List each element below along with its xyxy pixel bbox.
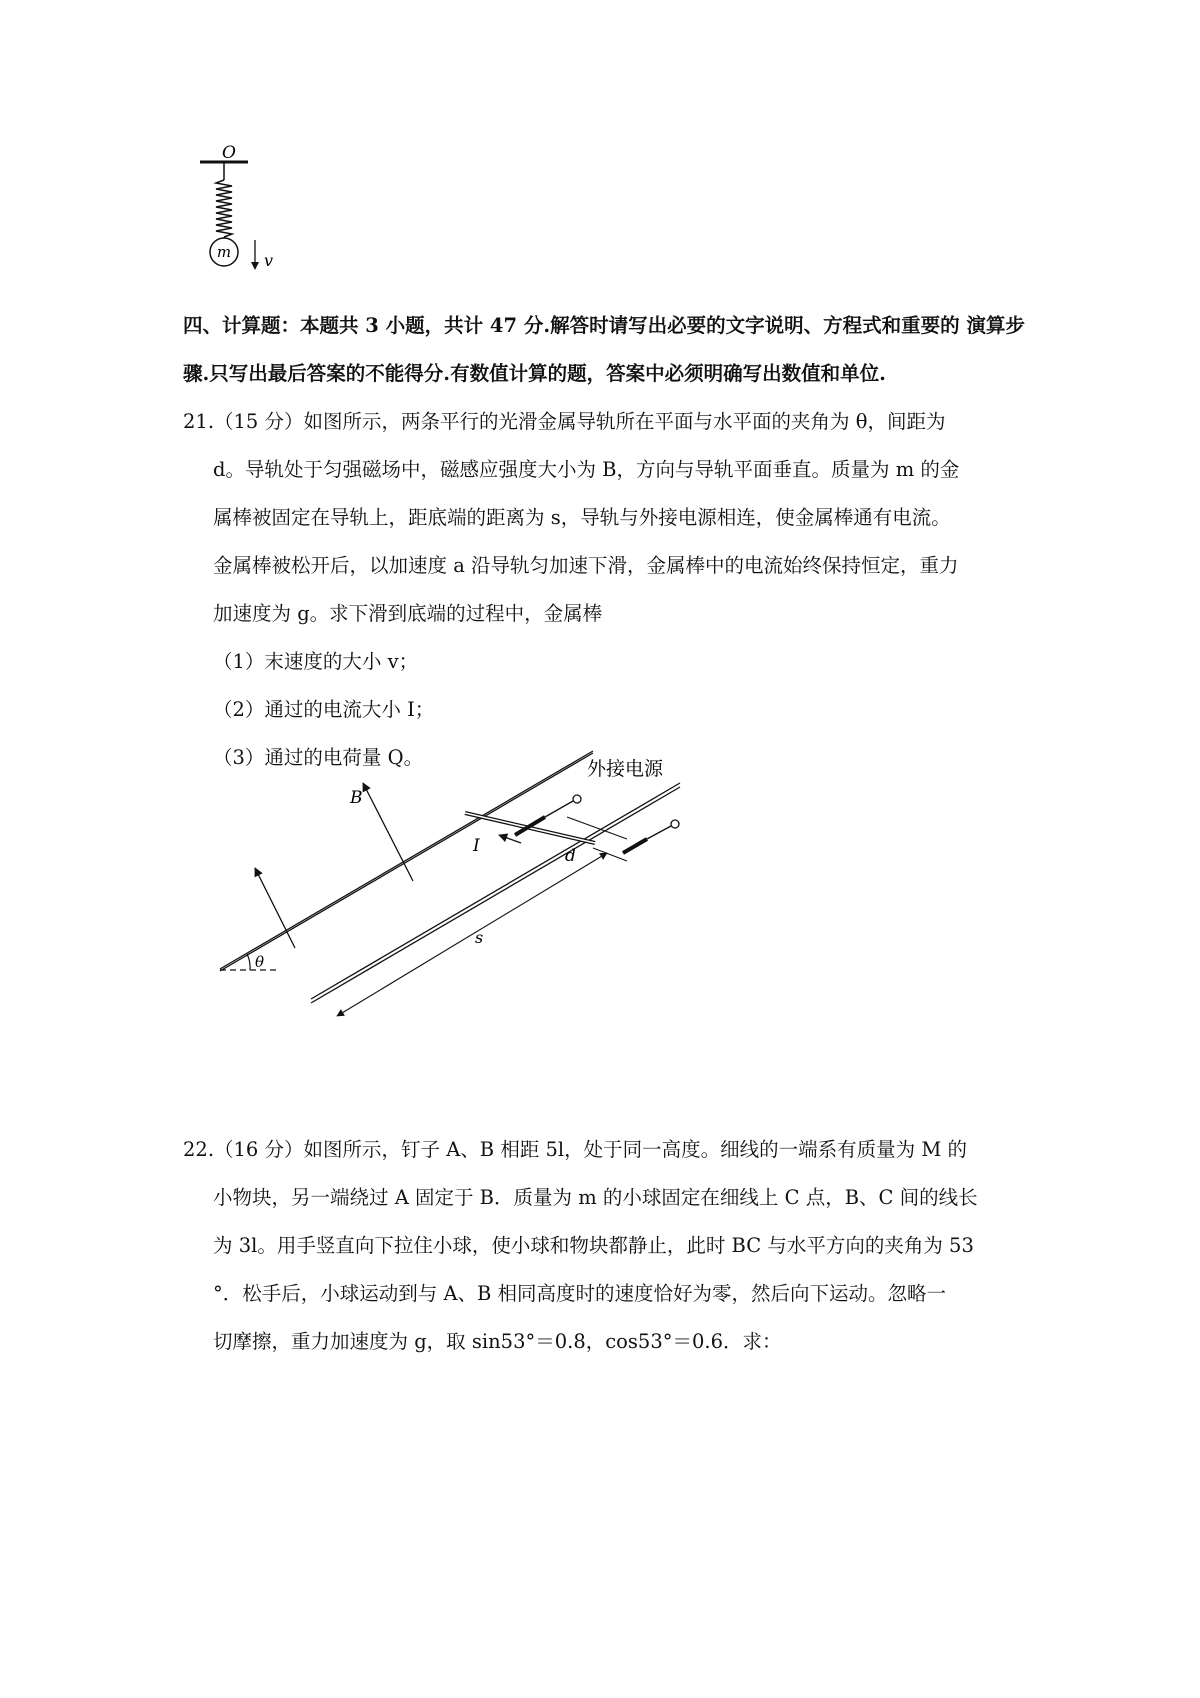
- label-theta: θ: [255, 953, 265, 971]
- label-power-source: 外接电源: [587, 758, 664, 780]
- question-21-sub-2: （2）通过的电流大小 I；: [213, 698, 435, 721]
- section-heading: [183, 302, 1043, 398]
- question-22-line: 切摩擦，重力加速度为 g，取 sin53°＝0.8，cos53°＝0.6．求：: [213, 1330, 782, 1353]
- label-b: B: [350, 788, 363, 808]
- label-d-top: d: [565, 846, 576, 866]
- question-21-line: 加速度为 g。求下滑到底端的过程中，金属棒: [213, 602, 603, 625]
- label-m: m: [216, 243, 232, 261]
- angle-arc: [247, 954, 250, 970]
- question-22-line: °．松手后，小球运动到与 A、B 相同高度时的速度恰好为零，然后向下运动。忽略一: [213, 1282, 947, 1305]
- question-21-line: 金属棒被松开后，以加速度 a 沿导轨匀加速下滑，金属棒中的电流始终保持恒定，重力: [213, 554, 959, 577]
- terminal-upper: [573, 795, 581, 803]
- section-heading-line: 演算步骤.只写出最后答案的不能得分.有数值计算的题，答案中必须明确写出数值和单位.: [183, 314, 1025, 385]
- label-v: v: [264, 251, 274, 270]
- question-22-line: 小物块，另一端绕过 A 固定于 B．质量为 m 的小球固定在细线上 C 点，B、C 间的线长: [213, 1186, 978, 1209]
- field-arrow: [255, 868, 295, 948]
- question-22-line: 为 3l。用手竖直向下拉住小球，使小球和物块都静止，此时 BC 与水平方向的夹角为 53: [213, 1234, 974, 1257]
- terminal-wire-upper: [545, 801, 573, 817]
- question-22-line: 22.（16 分）如图所示，钉子 A、B 相距 5l，处于同一高度。细线的一端系有质量为 M 的: [183, 1138, 968, 1161]
- question-21-line: d。导轨处于匀强磁场中，磁感应强度大小为 B，方向与导轨平面垂直。质量为 m 的金: [213, 458, 960, 481]
- question-21-line: 21.（15 分）如图所示，两条平行的光滑金属导轨所在平面与水平面的夹角为 θ，间距为: [183, 410, 946, 433]
- section-heading-line: 四、计算题：本题共 3 小题，共计 47 分.解答时请写出必要的文字说明、方程式和重要的: [183, 314, 960, 337]
- question-21-sub-3: （3）通过的电荷量 Q。: [213, 746, 424, 769]
- label-i: I: [473, 836, 480, 856]
- terminal-lead-lower: [623, 839, 647, 853]
- question-21-line: 属棒被固定在导轨上，距底端的距离为 s，导轨与外接电源相连，使金属棒通有电流。: [213, 506, 951, 529]
- distance-d-line: [567, 817, 627, 839]
- velocity-arrow-head: [251, 262, 259, 270]
- terminal-wire-lower: [647, 826, 671, 839]
- label-o: O: [222, 143, 236, 163]
- question-21: [183, 398, 1043, 638]
- terminal-lead-upper: [515, 817, 545, 835]
- terminal-lower: [671, 820, 679, 828]
- rails-terminal-figure: [215, 735, 715, 866]
- spring-mass-figure: [200, 143, 310, 302]
- label-s: s: [475, 928, 484, 947]
- spring-coil: [216, 180, 232, 237]
- question-22: [183, 1126, 1043, 1366]
- question-21-sub-1: （1）末速度的大小 v；: [213, 650, 419, 673]
